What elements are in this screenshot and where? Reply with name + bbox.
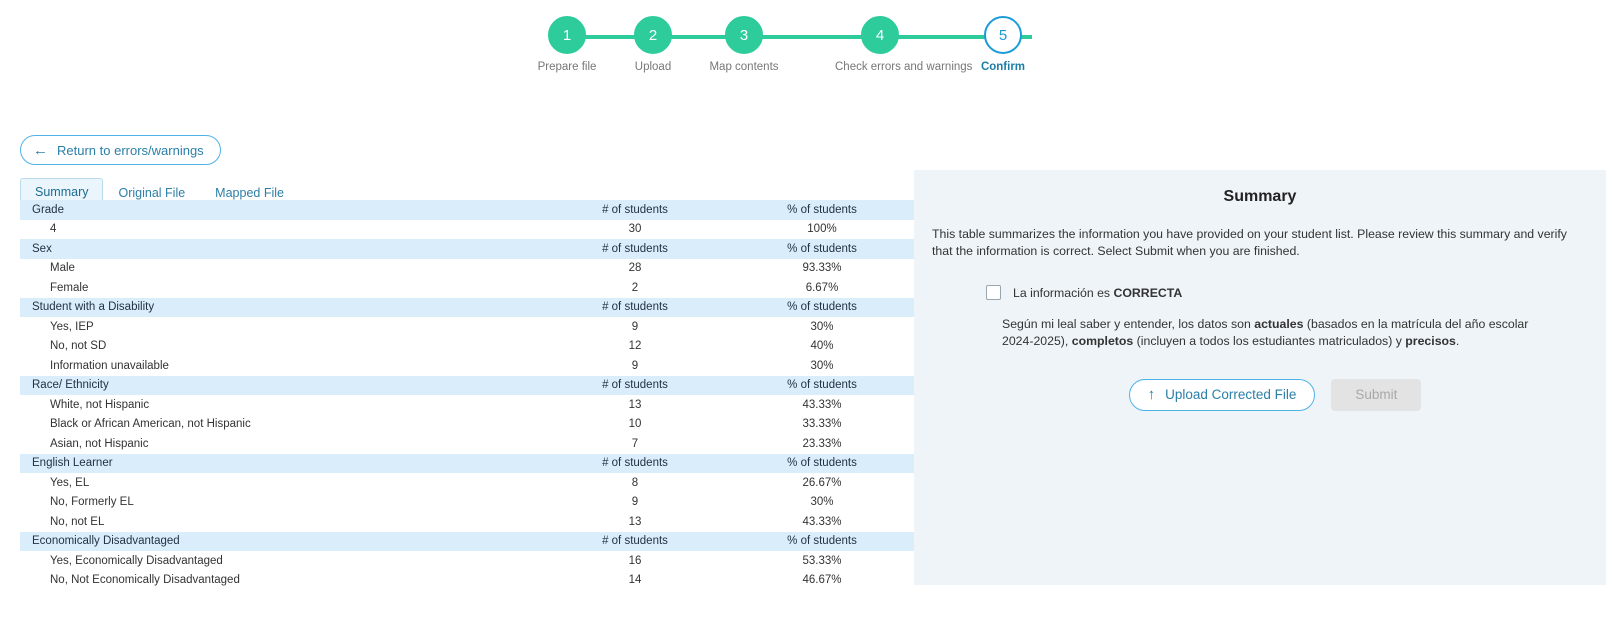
step-1-label: Prepare file	[537, 61, 597, 73]
group-num-header: # of students	[540, 454, 730, 474]
confirmation-checkbox[interactable]	[986, 285, 1001, 300]
submit-button[interactable]	[1331, 379, 1421, 411]
group-label: Student with a Disability	[20, 298, 540, 318]
row-label: No, not SD	[20, 337, 540, 357]
step-3-label: Map contents	[709, 61, 779, 73]
row-label: Asian, not Hispanic	[20, 434, 540, 454]
attestation-bold3: precisos	[1405, 334, 1456, 349]
upload-corrected-file-button[interactable]	[1129, 379, 1316, 411]
group-label: Grade	[20, 200, 540, 220]
summary-panel	[914, 170, 1606, 585]
table-row	[20, 239, 914, 259]
panel-description: This table summarizes the information you have provided on your student list. Please review this summary and verify that the information is correct. Select Submit when you are finished.	[932, 227, 1567, 258]
row-percent: 53.33%	[730, 551, 914, 571]
row-percent: 33.33%	[730, 415, 914, 435]
row-count: 8	[540, 473, 730, 493]
row-label: Female	[20, 278, 540, 298]
row-percent: 40%	[730, 337, 914, 357]
group-pct-header: % of students	[730, 454, 914, 474]
row-count: 16	[540, 551, 730, 571]
group-label: Sex	[20, 239, 540, 259]
row-label: 4	[20, 220, 540, 240]
row-label: Yes, EL	[20, 473, 540, 493]
step-2-bubble: 2	[634, 16, 672, 54]
row-count: 9	[540, 356, 730, 376]
confirmation-checkbox-label	[1013, 286, 1182, 300]
row-label: Yes, Economically Disadvantaged	[20, 551, 540, 571]
table-row	[20, 493, 914, 513]
table-row	[20, 512, 914, 532]
row-percent: 100%	[730, 220, 914, 240]
row-label: White, not Hispanic	[20, 395, 540, 415]
group-num-header: # of students	[540, 298, 730, 318]
step-3-map-contents[interactable]	[699, 16, 789, 73]
group-pct-header: % of students	[730, 200, 914, 220]
table-row	[20, 551, 914, 571]
step-4-bubble: 4	[861, 16, 899, 54]
return-to-errors-warnings-button[interactable]	[20, 135, 221, 165]
row-percent: 43.33%	[730, 512, 914, 532]
step-5-confirm[interactable]	[958, 16, 1048, 73]
panel-title: Summary	[1223, 188, 1297, 205]
step-2-upload[interactable]	[608, 16, 698, 73]
table-row	[20, 454, 914, 474]
row-count: 30	[540, 220, 730, 240]
table-row	[20, 337, 914, 357]
checkbox-label-bold: CORRECTA	[1113, 285, 1183, 300]
tab-mapped-file[interactable]: Mapped File	[215, 186, 284, 200]
return-button-label: Return to errors/warnings	[57, 142, 204, 158]
row-count: 12	[540, 337, 730, 357]
group-num-header: # of students	[540, 239, 730, 259]
attestation-part1: Según mi leal saber y entender, los datos son	[1002, 317, 1255, 332]
table-row	[20, 278, 914, 298]
row-count: 28	[540, 259, 730, 279]
attestation-text	[1002, 316, 1546, 350]
row-count: 7	[540, 434, 730, 454]
panel-actions	[914, 379, 1606, 411]
table-row	[20, 571, 914, 591]
row-percent: 30%	[730, 356, 914, 376]
attestation-part2: (basados en la matrícula del año escolar 2024-2025),	[1002, 317, 1529, 349]
attestation-part4: .	[1455, 334, 1460, 349]
step-4-check-errors[interactable]	[835, 16, 973, 73]
arrow-left-icon: ←	[33, 141, 48, 159]
group-pct-header: % of students	[730, 298, 914, 318]
row-label: Yes, IEP	[20, 317, 540, 337]
row-count: 9	[540, 317, 730, 337]
step-4-label: Check errors and warnings	[835, 61, 973, 73]
step-5-label: Confirm	[980, 61, 1026, 73]
upload-button-label: Upload Corrected File	[1165, 387, 1297, 403]
row-label: Male	[20, 259, 540, 279]
upload-icon: ↑	[1147, 386, 1156, 404]
tab-summary[interactable]: Summary	[20, 178, 103, 206]
table-row	[20, 200, 914, 220]
group-num-header: # of students	[540, 532, 730, 552]
row-label: No, not EL	[20, 512, 540, 532]
table-row	[20, 317, 914, 337]
tab-original-file[interactable]: Original File	[118, 186, 186, 200]
step-1-bubble: 1	[548, 16, 586, 54]
row-percent: 23.33%	[730, 434, 914, 454]
table-row	[20, 376, 914, 396]
row-percent: 43.33%	[730, 395, 914, 415]
table-row	[20, 356, 914, 376]
group-pct-header: % of students	[730, 532, 914, 552]
row-count: 13	[540, 512, 730, 532]
table-row	[20, 259, 914, 279]
step-3-bubble: 3	[725, 16, 763, 54]
group-label: English Learner	[20, 454, 540, 474]
row-percent: 30%	[730, 317, 914, 337]
table-row	[20, 532, 914, 552]
table-row	[20, 473, 914, 493]
table-row	[20, 434, 914, 454]
step-5-bubble: 5	[984, 16, 1022, 54]
row-percent: 30%	[730, 493, 914, 513]
group-num-header: # of students	[540, 200, 730, 220]
group-pct-header: % of students	[730, 376, 914, 396]
row-label: Information unavailable	[20, 356, 540, 376]
row-percent: 46.67%	[730, 571, 914, 591]
row-percent: 26.67%	[730, 473, 914, 493]
step-2-label: Upload	[634, 61, 672, 73]
row-count: 2	[540, 278, 730, 298]
row-count: 10	[540, 415, 730, 435]
row-percent: 6.67%	[730, 278, 914, 298]
row-label: No, Not Economically Disadvantaged	[20, 571, 540, 591]
group-num-header: # of students	[540, 376, 730, 396]
checkbox-label-prefix: La información es	[1013, 285, 1114, 300]
table-row	[20, 298, 914, 318]
group-pct-header: % of students	[730, 239, 914, 259]
summary-table	[20, 200, 914, 590]
row-percent: 93.33%	[730, 259, 914, 279]
attestation-bold2: completos	[1071, 334, 1134, 349]
table-row	[20, 415, 914, 435]
row-count: 13	[540, 395, 730, 415]
step-1-prepare-file[interactable]	[522, 16, 612, 73]
row-label: No, Formerly EL	[20, 493, 540, 513]
row-count: 14	[540, 571, 730, 591]
row-count: 9	[540, 493, 730, 513]
row-label: Black or African American, not Hispanic	[20, 415, 540, 435]
confirmation-checkbox-row[interactable]	[986, 285, 1606, 300]
table-row	[20, 220, 914, 240]
submit-button-label: Submit	[1355, 387, 1398, 403]
table-row	[20, 395, 914, 415]
group-label: Race/ Ethnicity	[20, 376, 540, 396]
progress-stepper	[537, 8, 1060, 78]
attestation-bold1: actuales	[1254, 317, 1304, 332]
group-label: Economically Disadvantaged	[20, 532, 540, 552]
attestation-part3: (incluyen a todos los estudiantes matriculados) y	[1133, 334, 1406, 349]
